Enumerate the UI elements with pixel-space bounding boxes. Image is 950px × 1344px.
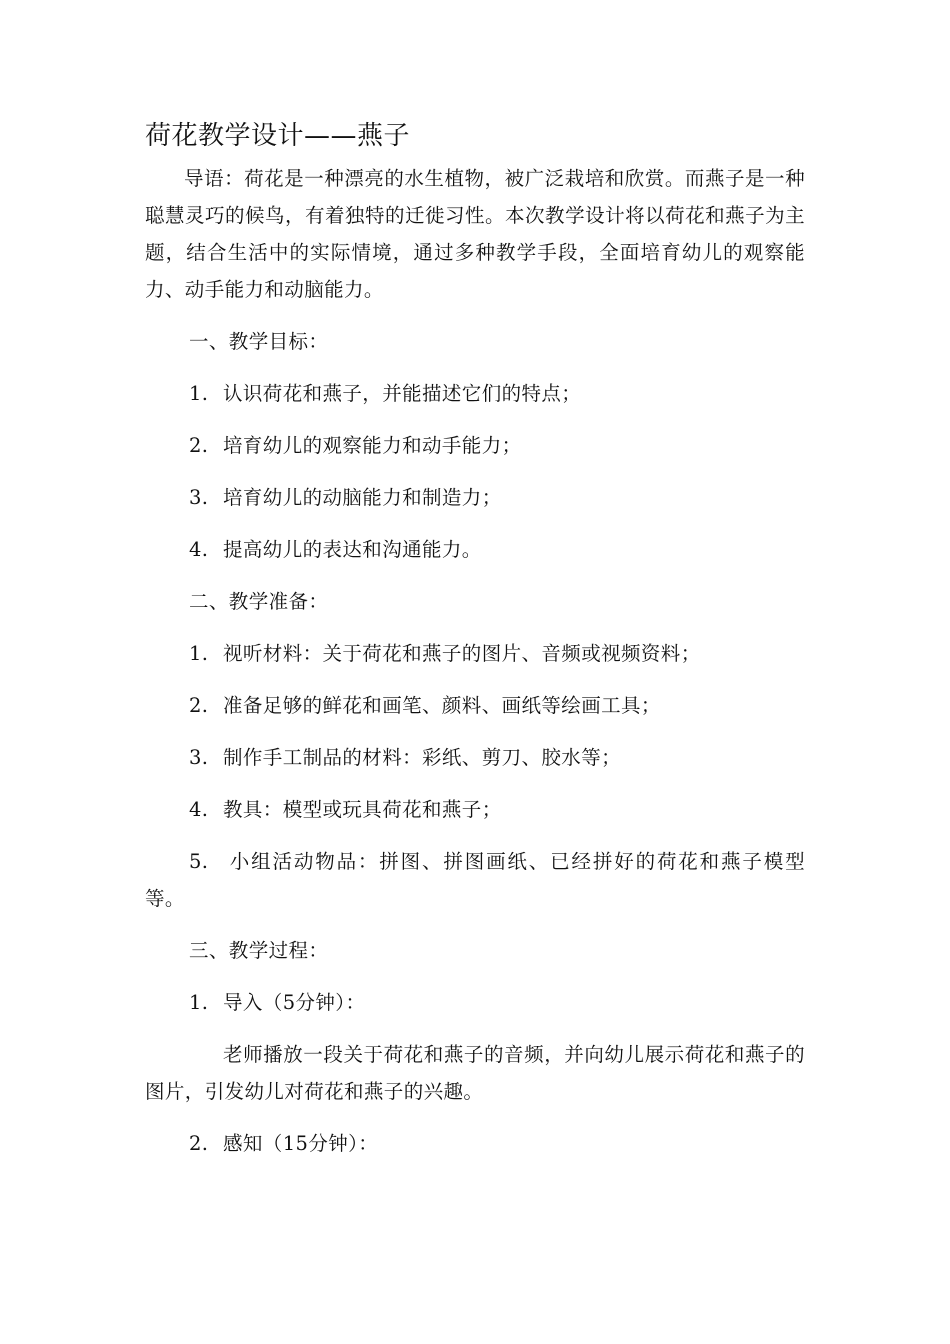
list-item [189, 791, 805, 828]
list-item [189, 739, 805, 776]
list-text: 培育幼儿的动脑能力和制造力； [223, 486, 502, 509]
list-number: 1. [189, 382, 209, 405]
list-number: 3. [189, 746, 209, 769]
list-text: 导入（5分钟）： [223, 991, 366, 1014]
list-number: 4. [189, 538, 209, 561]
document-title: 荷花教学设计——燕子 [145, 121, 411, 151]
list-text: 视听材料：关于荷花和燕子的图片、音频或视频资料； [223, 642, 701, 665]
list-number: 2. [189, 1132, 209, 1155]
list-text: 教具：模型或玩具荷花和燕子； [223, 798, 502, 821]
intro-step-paragraph: 老师播放一段关于荷花和燕子的音频，并向幼儿展示荷花和燕子的图片，引发幼儿对荷花和燕子的兴趣。 [145, 1043, 805, 1103]
list-text: 准备足够的鲜花和画笔、颜料、画纸等绘画工具； [223, 694, 661, 717]
list-text: 感知（15分钟）： [223, 1132, 379, 1155]
list-text: 小组活动物品：拼图、拼图画纸、已经拼好的荷花和燕子模型等。 [145, 850, 805, 910]
document-body [145, 112, 805, 1177]
list-number: 4. [189, 798, 209, 821]
intro-paragraph: 导语：荷花是一种漂亮的水生植物，被广泛栽培和欣赏。而燕子是一种聪慧灵巧的候鸟，有着独特的迁徙习性。本次教学设计将以荷花和燕子为主题，结合生活中的实际情境，通过多种教学手段，全面培育幼儿的观察能力、动手能力和动脑能力。 [145, 167, 805, 301]
list-number: 2. [189, 694, 209, 717]
list-number: 3. [189, 486, 209, 509]
list-item [189, 479, 805, 516]
list-number: 5. [189, 850, 209, 873]
list-number: 1. [189, 991, 209, 1014]
list-item [189, 427, 805, 464]
section-heading-process: 三、教学过程： [189, 939, 329, 962]
list-text: 认识荷花和燕子，并能描述它们的特点； [223, 382, 582, 405]
list-text: 培育幼儿的观察能力和动手能力； [223, 434, 522, 457]
list-item [189, 687, 805, 724]
list-item [189, 1125, 805, 1162]
list-item [145, 843, 805, 917]
list-item [189, 531, 805, 568]
list-number: 2. [189, 434, 209, 457]
list-item [189, 375, 805, 412]
list-text: 制作手工制品的材料：彩纸、剪刀、胶水等； [223, 746, 622, 769]
list-text: 提高幼儿的表达和沟通能力。 [223, 538, 482, 561]
list-number: 1. [189, 642, 209, 665]
section-heading-preparation: 二、教学准备： [189, 590, 329, 613]
list-item [189, 984, 805, 1021]
list-item [189, 635, 805, 672]
section-heading-goals: 一、教学目标： [189, 330, 329, 353]
